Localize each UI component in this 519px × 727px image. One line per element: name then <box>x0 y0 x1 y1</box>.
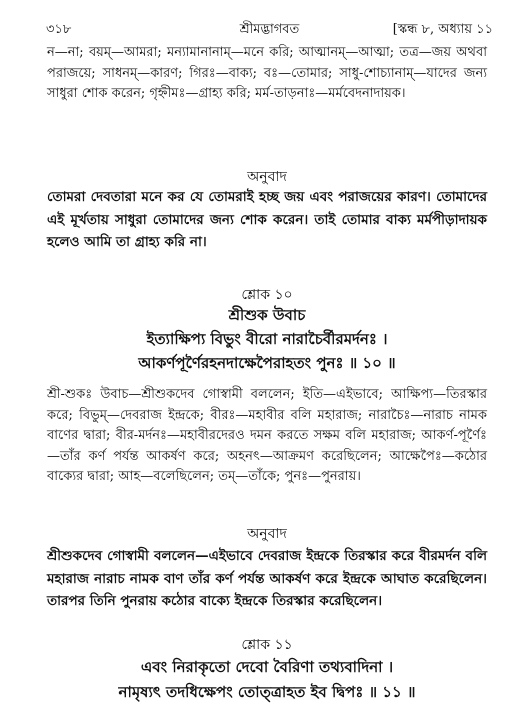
page-number: ৩১৮ <box>46 22 72 37</box>
synonyms-verse-9: ন—না; বয়ম্‌—আমরা; মন্যামানানাম্‌—মনে করি; আত্মানম্‌—আত্মা; তত্র—জয় অথবা পরাজয়ে; সাধনম্‌—কারণ; গিরঃ—বাক্য; বঃ—তোমার; সাধু-শোচ্যানাম্‌—যাদের জন্য সাধুরা শোক করেন; গৃহ্নীমঃ—গ্রাহ্য করি; মর্ম-তাড়নাঃ—মর্মবেদনাদায়ক। <box>47 45 487 101</box>
verse-line-1: ইত্যাক্ষিপ্য বিভুং বীরো নারাচৈর্বীরমর্দনঃ । <box>146 330 388 348</box>
book-title: শ্রীমদ্ভাগবত <box>239 22 300 37</box>
translation-heading: অনুবাদ <box>247 169 287 185</box>
translation-verse-10: শ্রীশুকদেব গোস্বামী বললেন—এইভাবে দেবরাজ ইন্দ্রকে তিরস্কার করে বীরমর্দন বলি মহারাজ নারাচ নামক বাণ তাঁর কর্ণ পর্যন্ত আকর্ষণ করে ইন্দ্রকে আঘাত করেছিলেন। তারপর তিনি পুনরায় কঠোর বাক্যে ইন্দ্রকে তিরস্কার করেছিলেন। <box>47 548 487 609</box>
verse-number: শ্লোক ১০ <box>241 287 293 303</box>
translation-heading: অনুবাদ <box>247 526 287 542</box>
verse-speaker: শ্রীশুক উবাচ <box>228 306 306 324</box>
verse-number: শ্লোক ১১ <box>241 637 293 653</box>
page-header <box>46 20 493 42</box>
chapter-reference: [স্কন্ধ ৮, অধ্যায় ১১ <box>392 22 493 37</box>
translation-verse-9: তোমরা দেবতারা মনে কর যে তোমরাই হচ্ছ জয় এবং পরাজয়ের কারণ। তোমাদের এই মূর্খতায় সাধুরা তোমাদের জন্য শোক করেন। তাই তোমার বাক্য মর্মপীড়াদায়ক হলেও আমি তা গ্রাহ্য করি না। <box>47 189 487 250</box>
verse-line-1: এবং নিরাকৃতো দেবো বৈরিণা তথ্যবাদিনা । <box>140 658 394 676</box>
verse-line-2: আকর্ণপূর্ণৈরহনদাক্ষেপৈরাহতং পুনঃ ॥ ১০ ॥ <box>138 354 396 372</box>
synonyms-verse-10: শ্রী-শুকঃ উবাচ—শ্রীশুকদেব গোস্বামী বললেন; ইতি—এইভাবে; আক্ষিপ্য—তিরস্কার করে; বিভুম্‌—দেবরাজ ইন্দ্রকে; বীরঃ—মহাবীর বলি মহারাজ; নারাচৈঃ—নারাচ নামক বাণের দ্বারা; বীর-মর্দনঃ—মহাবীরদেরও দমন করতে সক্ষম বলি মহারাজ; আকর্ণ-পূর্ণৈঃ—তাঁর কর্ণ পর্যন্ত আকর্ষণ করে; অহনৎ—আক্রমণ করেছিলেন; আক্ষেপৈঃ—কঠোর বাক্যের দ্বারা; আহ—বলেছিলেন; তম্‌—তাঁকে; পুনঃ—পুনরায়। <box>47 387 487 484</box>
verse-line-2: নামৃষ্যৎ তদধিক্ষেপং তোত্ত্রাহত ইব দ্বিপঃ ॥ ১১ ॥ <box>118 683 416 701</box>
